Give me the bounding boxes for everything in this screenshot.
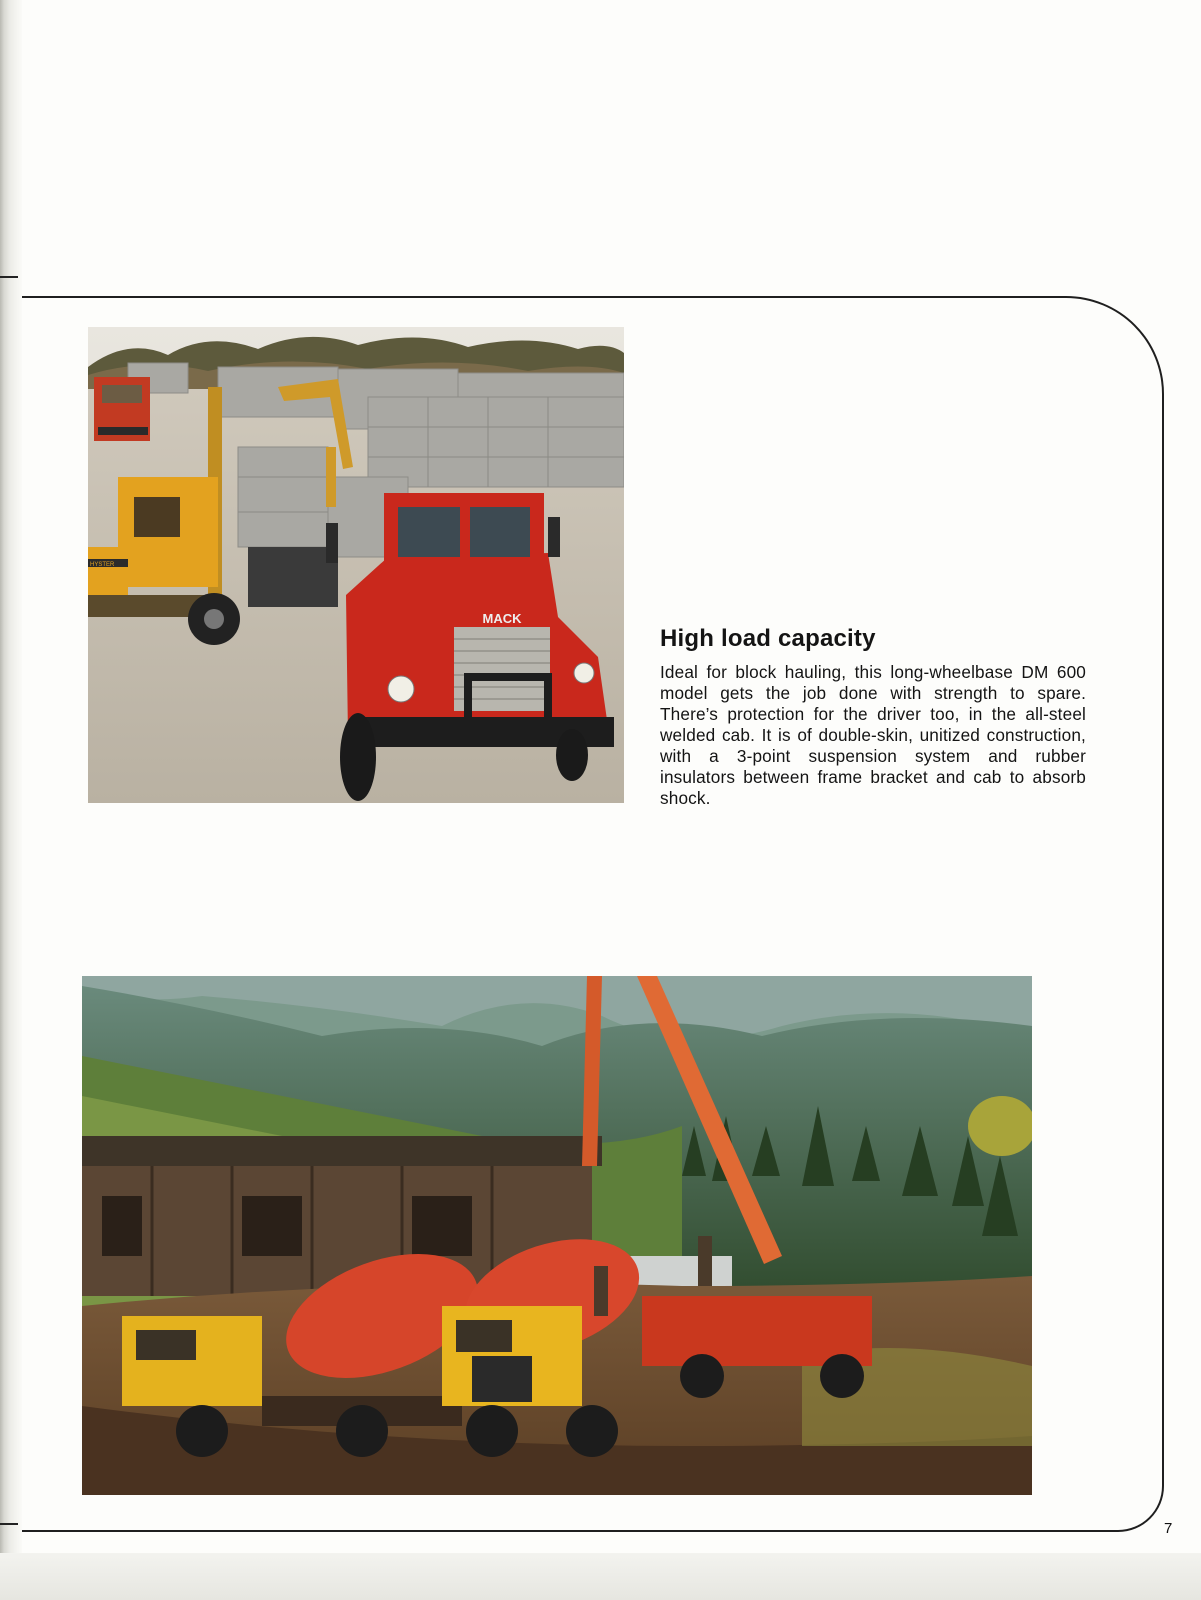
binding-mark [0, 276, 18, 278]
binding-mark [0, 1523, 18, 1525]
section-heading: High load capacity [660, 625, 876, 652]
forklift-label: HYSTER [90, 562, 115, 568]
page-number: 7 [1164, 1520, 1173, 1537]
feature-text-block [660, 624, 1086, 809]
photo-concrete-mixers-site [82, 976, 1032, 1495]
binding-edge [0, 0, 22, 1600]
section-body: Ideal for block hauling, this long-wheelbase DM 600 model gets the job done with strength to spare. There’s protection for the driver too, in the all-steel welded cab. It is of double-skin, unitized construction, with a 3-point suspension system and rubber insulators between frame bracket and cab to absorb shock. [660, 662, 1086, 808]
truck-grille-badge: MACK [482, 611, 522, 626]
page-bottom-edge [0, 1553, 1201, 1600]
photo-block-hauling-truck [88, 327, 624, 803]
